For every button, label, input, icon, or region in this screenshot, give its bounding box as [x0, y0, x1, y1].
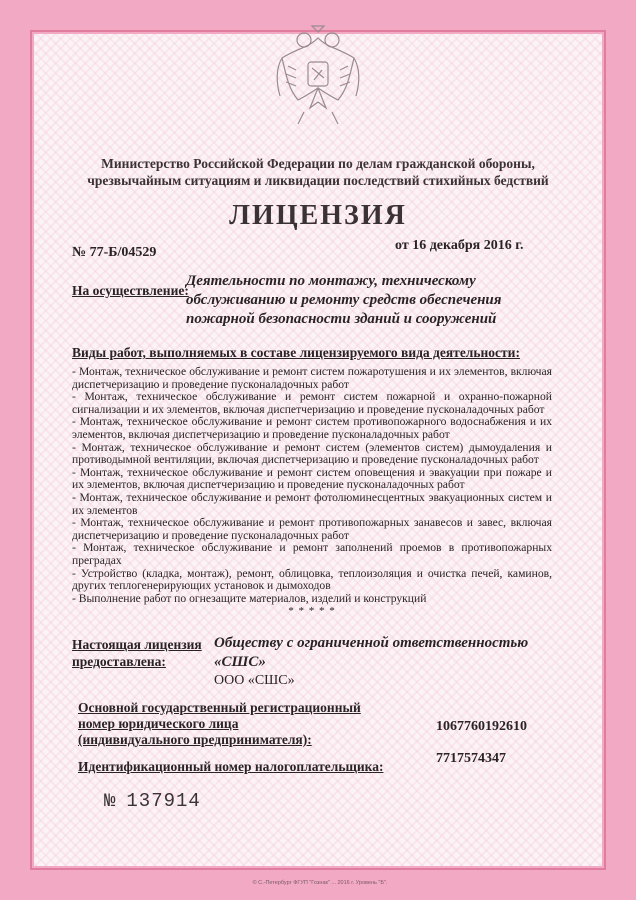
holder-label — [72, 636, 202, 670]
activity-label: На осуществление: — [72, 283, 189, 298]
ogrn-label-line-2: номер юридического лица — [78, 716, 239, 731]
work-type-item: - Устройство (кладка, монтаж), ремонт, облицовка, теплоизоляция и очистка печей, каминов, других теплогенерирующих установок и дымоходов — [72, 566, 552, 593]
ogrn-value: 1067760192610 — [436, 719, 527, 734]
work-type-item: - Монтаж, техническое обслуживание и ремонт систем оповещения и эвакуации при пожаре и их элементов, включая диспетчеризацию и проведение пусконаладочных работ — [72, 465, 552, 492]
ogrn-label-line-3: (индивидуального предпринимателя): — [78, 732, 312, 747]
license-date: от 16 декабря 2016 г. — [395, 238, 524, 253]
activity-line-1: Деятельности по монтажу, техническому — [186, 273, 476, 289]
work-type-item: - Монтаж, техническое обслуживание и ремонт систем (элементов систем) дымоудаления и противодымной вентиляции, включая диспетчеризацию и проведение пусконаладочных работ — [72, 440, 552, 467]
printer-imprint: © С.-Петербург ФГУП "Гознак" ... 2016 г. Уровень "Б". — [252, 880, 388, 886]
serial-digits: 137914 — [126, 790, 201, 812]
holder-label-line-2: предоставлена: — [72, 654, 166, 669]
work-type-item: - Монтаж, техническое обслуживание и ремонт заполнений проемов в противопожарных преградах — [72, 541, 552, 567]
work-type-item: - Монтаж, техническое обслуживание и ремонт фотолюминесцентных эвакуационных систем и их элементов — [72, 490, 552, 517]
work-type-item: - Выполнение работ по огнезащите материалов, изделий и конструкций — [72, 591, 427, 605]
inn-value: 7717574347 — [436, 751, 506, 766]
work-type-item: - Монтаж, техническое обслуживание и ремонт систем пожаротушения и их элементов, включая диспетчеризацию и проведение пусконаладочных работ — [72, 365, 552, 391]
holder-line-2: «СШС» — [214, 654, 266, 670]
issuing-authority — [60, 155, 576, 189]
work-type-item: - Монтаж, техническое обслуживание и ремонт систем пожарной и охранно-пожарной сигнализации и их элементов, включая диспетчеризацию и проведение пусконаладочных работ — [72, 390, 552, 416]
form-serial-number — [104, 790, 201, 812]
activity-line-2: обслуживанию и ремонту средств обеспечения — [186, 292, 502, 308]
holder-short-name: ООО «СШС» — [214, 673, 295, 688]
license-holder — [214, 634, 544, 672]
document-title: ЛИЦЕНЗИЯ — [229, 200, 407, 231]
work-type-item: - Монтаж, техническое обслуживание и ремонт систем противопожарного водоснабжения и их элементов, включая диспетчеризацию и проведение пусконаладочных работ — [72, 415, 552, 441]
coat-of-arms-emblem — [268, 18, 368, 138]
serial-prefix: № — [104, 790, 117, 812]
work-type-item: - Монтаж, техническое обслуживание и ремонт противопожарных занавесов и завес, включая диспетчеризацию и проведение пусконаладочных работ — [72, 516, 552, 542]
ogrn-label — [78, 700, 378, 748]
inn-label: Идентификационный номер налогоплательщика: — [78, 759, 384, 774]
activity-line-3: пожарной безопасности зданий и сооружений — [186, 311, 497, 327]
license-number: № 77-Б/04529 — [72, 245, 157, 260]
activity-description — [186, 272, 516, 329]
holder-line-1: Обществу с ограниченной ответственностью — [214, 635, 529, 651]
ministry-line-2: чрезвычайным ситуациям и ликвидации последствий стихийных бедствий — [87, 173, 549, 188]
work-types-list — [72, 366, 552, 618]
separator-stars: * * * * * — [288, 605, 336, 618]
ministry-line-1: Министерство Российской Федерации по делам гражданской обороны, — [101, 156, 535, 171]
work-types-heading: Виды работ, выполняемых в составе лицензируемого вида деятельности: — [72, 345, 520, 360]
holder-label-line-1: Настоящая лицензия — [72, 637, 202, 652]
ogrn-label-line-1: Основной государственный регистрационный — [78, 700, 361, 715]
